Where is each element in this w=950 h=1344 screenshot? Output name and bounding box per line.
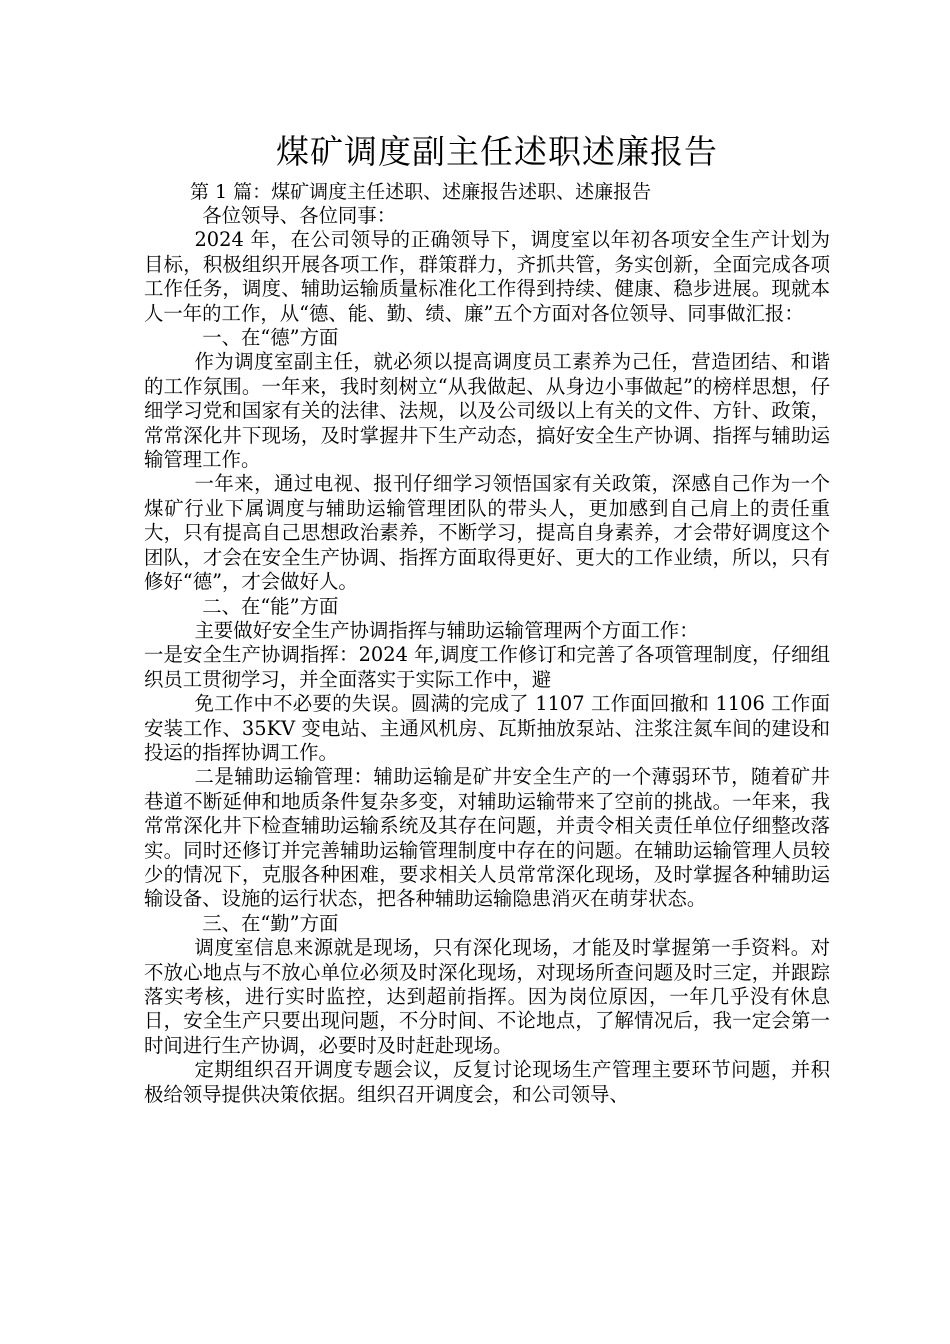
paragraph-intro: 2024 年，在公司领导的正确领导下，调度室以年初各项安全生产计划为目标，积极组织开展各项工作，群策群力，齐抓共管，务实创新，全面完成各项工作任务，调度、辅助运输质量标准化工作得到持续、健康、稳步进展。现就本人一年的工作，从“德、能、勤、绩、廉”五个方面对各位领导、同事做汇报： (144, 228, 830, 325)
greeting: 各位领导、各位同事： (202, 204, 397, 227)
paragraph-neng-1: 一是安全生产协调指挥：2024 年,调度工作修订和完善了各项管理制度，仔细组织员工贯彻学习，并全面落实于实际工作中，避 (144, 643, 830, 691)
section-heading-de: 一、在“德”方面 (202, 326, 339, 350)
paragraph-neng-1-cont: 免工作中不必要的失误。圆满的完成了 1107 工作面回撤和 1106 工作面安装工作、35KV 变电站、主通风机房、瓦斯抽放泵站、注浆注氮车间的建设和投运的指挥协调工作。 (144, 692, 830, 764)
paragraph-de-1: 作为调度室副主任，就必须以提高调度员工素养为己任，营造团结、和谐的工作氛围。一年来，我时刻树立“从我做起、从身边小事做起”的榜样思想，仔细学习党和国家有关的法律、法规，以及公司级以上有关的文件、方针、政策，常常深化井下现场，及时掌握井下生产动态，搞好安全生产协调、指挥与辅助运输管理工作。 (144, 350, 830, 472)
document-subtitle: 第 1 篇：煤矿调度主任述职、述廉报告述职、述廉报告 (190, 181, 652, 203)
document-page (144, 128, 830, 1107)
section-heading-neng: 二、在“能”方面 (202, 594, 339, 618)
paragraph-qin-2: 定期组织召开调度专题会议，反复讨论现场生产管理主要环节问题，并积极给领导提供决策依据。组织召开调度会，和公司领导、 (144, 1058, 830, 1106)
document-title: 煤矿调度副主任述职述廉报告 (276, 132, 718, 171)
paragraph-neng-intro: 主要做好安全生产协调指挥与辅助运输管理两个方面工作： (194, 618, 699, 642)
paragraph-neng-2: 二是辅助运输管理：辅助运输是矿井安全生产的一个薄弱环节，随着矿井巷道不断延伸和地质条件复杂多变，对辅助运输带来了空前的挑战。一年来，我常常深化井下检查辅助运输系统及其存在问题，并责令相关责任单位仔细整改落实。同时还修订并完善辅助运输管理制度中存在的问题。在辅助运输管理人员较少的情况下，克服各种困难，要求相关人员常常深化现场，及时掌握各种辅助运输设备、设施的运行状态，把各种辅助运输隐患消灭在萌芽状态。 (144, 765, 830, 911)
paragraph-de-2: 一年来，通过电视、报刊仔细学习领悟国家有关政策，深感自己作为一个煤矿行业下属调度与辅助运输管理团队的带头人，更加感到自己肩上的责任重大，只有提高自己思想政治素养，不断学习，提高自身素养，才会带好调度这个团队，才会在安全生产协调、指挥方面取得更好、更大的工作业绩，所以，只有修好“德”，才会做好人。 (144, 472, 830, 594)
section-heading-qin: 三、在“勤”方面 (202, 911, 339, 935)
paragraph-qin-1: 调度室信息来源就是现场，只有深化现场，才能及时掌握第一手资料。对不放心地点与不放心单位必须及时深化现场，对现场所查问题及时三定，并跟踪落实考核，进行实时监控，达到超前指挥。因为岗位原因，一年几乎没有休息日，安全生产只要出现问题，不分时间、不论地点，了解情况后，我一定会第一时间进行生产协调，必要时及时赶赴现场。 (144, 936, 830, 1057)
